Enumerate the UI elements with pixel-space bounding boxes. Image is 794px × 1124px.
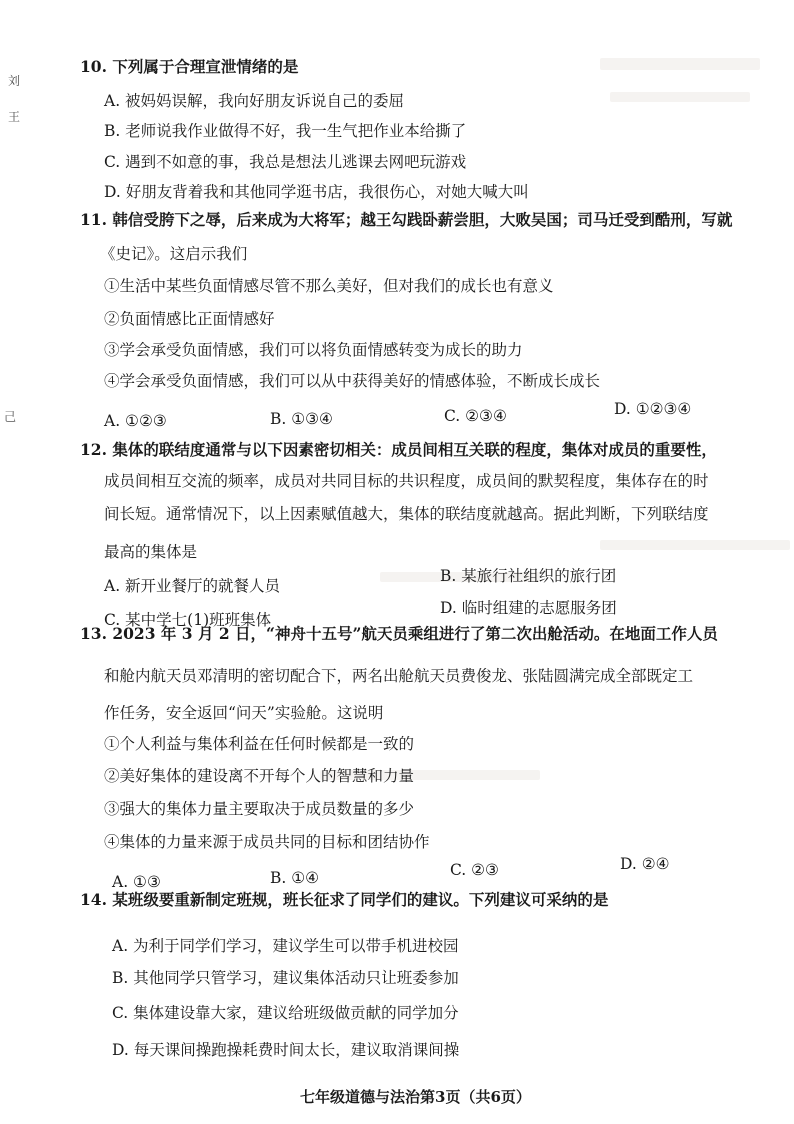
question-12-option-a: A. 新开业餐厅的就餐人员: [104, 577, 281, 595]
question-11-statement-2: ②负面情感比正面情感好: [104, 310, 275, 328]
page-footer: 七年级道德与法治第3页（共6页）: [300, 1088, 531, 1106]
question-13-option-b: B. ①④: [270, 869, 320, 887]
bleed-through-mark: [600, 58, 760, 70]
question-12-option-c: C. 某中学七(1)班班集体: [104, 611, 272, 629]
question-14-option-b: B. 其他同学只管学习，建议集体活动只让班委参加: [112, 969, 459, 987]
margin-mark: 王: [8, 110, 21, 124]
question-13-option-a: A. ①③: [112, 873, 161, 891]
question-13-statement-2: ②美好集体的建设离不开每个人的智慧和力量: [104, 767, 415, 785]
question-10-option-b: B. 老师说我作业做得不好，我一生气把作业本给撕了: [104, 122, 467, 140]
question-13-option-c: C. ②③: [450, 861, 499, 879]
question-11-option-b: B. ①③④: [270, 410, 333, 428]
question-10-stem: 10. 下列属于合理宣泄情绪的是: [80, 57, 299, 76]
question-12-stem-cont: 最高的集体是: [104, 543, 198, 561]
question-11-statement-3: ③学会承受负面情感，我们可以将负面情感转变为成长的助力: [104, 341, 523, 359]
question-12-stem-cont: 成员间相互交流的频率，成员对共同目标的共识程度，成员间的默契程度，集体存在的时: [104, 472, 709, 490]
question-13-stem: 13. 2023 年 3 月 2 日，“神舟十五号”航天员乘组进行了第二次出舱活动。在地面工作人员: [80, 624, 718, 643]
question-12-option-d: D. 临时组建的志愿服务团: [440, 599, 617, 617]
question-14-option-c: C. 集体建设靠大家，建议给班级做贡献的同学加分: [112, 1004, 459, 1022]
question-12-stem-cont: 间长短。通常情况下，以上因素赋值越大，集体的联结度就越高。据此判断，下列联结度: [104, 505, 709, 523]
question-14-option-a: A. 为利于同学们学习，建议学生可以带手机进校园: [112, 937, 459, 955]
margin-mark: 己: [4, 410, 17, 424]
question-13-stem-cont: 和舱内航天员邓清明的密切配合下，两名出舱航天员费俊龙、张陆圆满完成全部既定工: [104, 667, 694, 685]
question-11-option-a: A. ①②③: [104, 412, 167, 430]
bleed-through-mark: [600, 540, 790, 550]
margin-mark: 刘: [8, 74, 21, 88]
question-10-option-d: D. 好朋友背着我和其他同学逛书店，我很伤心，对她大喊大叫: [104, 183, 529, 201]
question-11-stem: 11. 韩信受胯下之辱，后来成为大将军；越王勾践卧薪尝胆，大败吴国；司马迁受到酷刑，写就: [80, 210, 733, 229]
question-11-option-d: D. ①②③④: [614, 400, 692, 418]
question-13-statement-4: ④集体的力量来源于成员共同的目标和团结协作: [104, 833, 430, 851]
question-13-statement-3: ③强大的集体力量主要取决于成员数量的多少: [104, 800, 415, 818]
question-12-stem: 12. 集体的联结度通常与以下因素密切相关：成员间相互关联的程度，集体对成员的重要性，: [80, 440, 717, 459]
question-13-option-d: D. ②④: [620, 855, 670, 873]
question-11-statement-4: ④学会承受负面情感，我们可以从中获得美好的情感体验，不断成长成长: [104, 372, 601, 390]
question-10-option-c: C. 遇到不如意的事，我总是想法儿逃课去网吧玩游戏: [104, 153, 467, 171]
question-11-stem-cont: 《史记》。这启示我们: [100, 245, 248, 263]
bleed-through-mark: [610, 92, 750, 102]
question-12-option-b: B. 某旅行社组织的旅行团: [440, 567, 617, 585]
question-11-option-c: C. ②③④: [444, 407, 507, 425]
question-13-stem-cont: 作任务，安全返回“问天”实验舱。这说明: [104, 704, 384, 722]
question-11-statement-1: ①生活中某些负面情感尽管不那么美好，但对我们的成长也有意义: [104, 277, 554, 295]
question-13-statement-1: ①个人利益与集体利益在任何时候都是一致的: [104, 735, 415, 753]
question-14-stem: 14. 某班级要重新制定班规，班长征求了同学们的建议。下列建议可采纳的是: [80, 890, 609, 909]
question-14-option-d: D. 每天课间操跑操耗费时间太长，建议取消课间操: [112, 1041, 460, 1059]
question-10-option-a: A. 被妈妈误解，我向好朋友诉说自己的委屈: [104, 92, 405, 110]
